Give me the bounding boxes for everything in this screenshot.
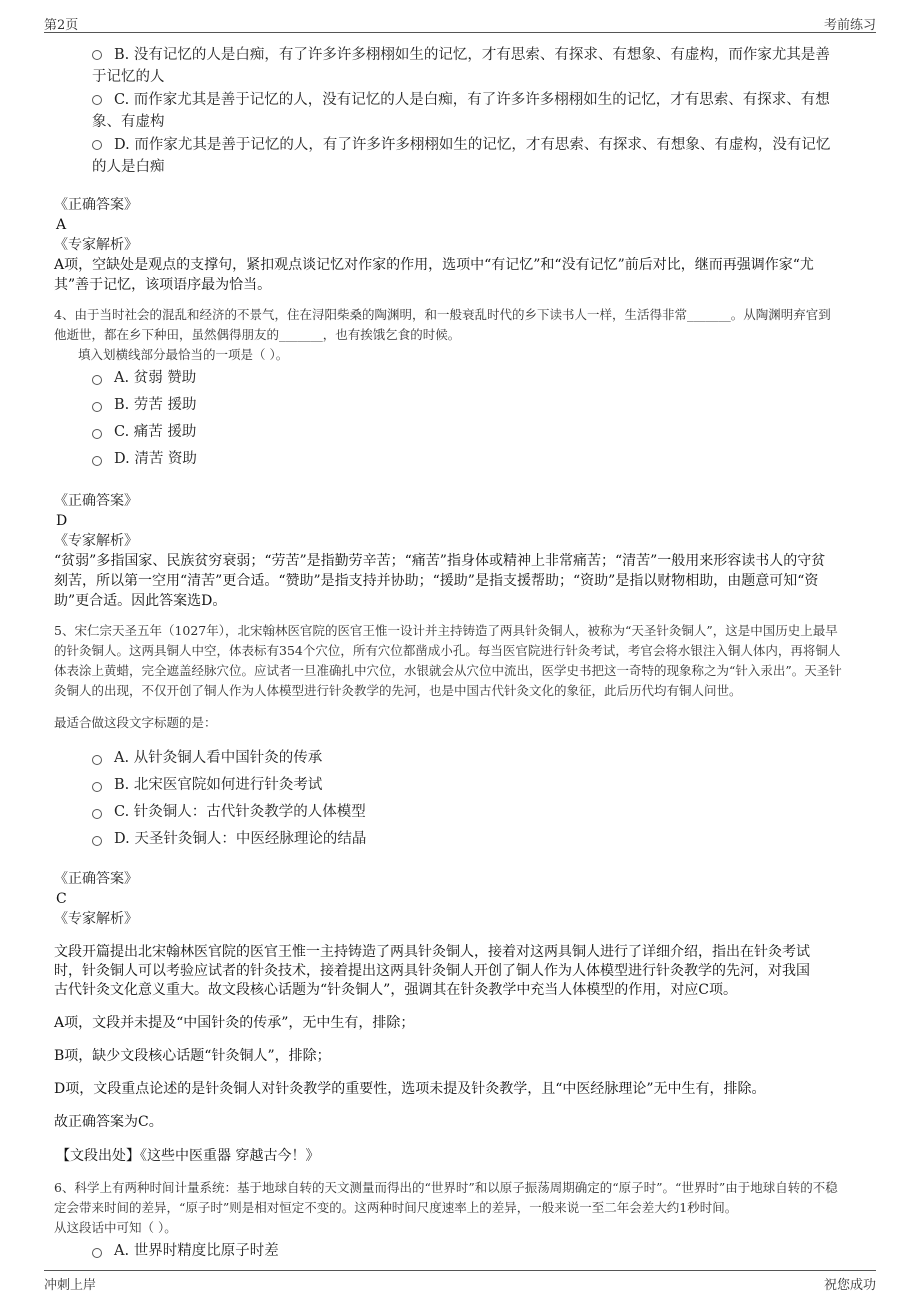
q6-prompt: 从这段话中可知（ ）。 — [54, 1220, 177, 1235]
q5-prompt: 最适合做这段文字标题的是： — [54, 715, 217, 730]
radio-icon[interactable] — [92, 95, 102, 105]
footer-right-text: 祝您成功 — [823, 1278, 876, 1293]
radio-icon[interactable] — [92, 456, 102, 466]
q3-answer: A — [56, 217, 67, 233]
q5-question-text: 5、宋仁宗天圣五年（1027年），北宋翰林医官院的医官王惟一设计并主持铸造了两具针灸铜人，被称为“天圣针灸铜人”，这是中国历史上最早 的针灸铜人。这两具铜人中空，体表标有354个穴位，所有穴位都凿成小孔。每当医官院进行针灸考试，考官会将水银注入铜人体内，再将铜人 体表涂上黄蜡，完全遮盖经脉穴位。应试者一旦准确扎中穴位，水银就会从穴位中流出，医学史书把这一奇特的现象称之为“针入汞出”。天圣针 灸铜人的出现，不仅开创了铜人作为人体模型进行针灸教学的先河，也是中国古代针灸文化的象征，此后历代均有铜人问世。 — [54, 623, 842, 698]
q5-analysis-option-b: B项，缺少文段核心话题“针灸铜人”，排除； — [54, 1048, 331, 1064]
radio-icon[interactable] — [92, 402, 102, 412]
q4-analysis-label: 《专家解析》 — [54, 533, 138, 549]
q5-analysis-label: 《专家解析》 — [54, 911, 138, 927]
radio-icon[interactable] — [92, 782, 102, 792]
q5-source: 【文段出处】《这些中医重器 穿越古今！》 — [56, 1148, 320, 1164]
q5-option-a[interactable]: A. 从针灸铜人看中国针灸的传承 — [54, 745, 862, 772]
q5-answer-label: 《正确答案》 — [54, 871, 138, 887]
q5-analysis-paragraph: 文段开篇提出北宋翰林医官院的医官王惟一主持铸造了两具针灸铜人，接着对这两具铜人进行了详细介绍，指出在针灸考试 时，针灸铜人可以考验应试者的针灸技术，接着提出这两具针灸铜人开创了铜人作为人体模型进行针灸教学的先河，对我国 古代针灸文化意义重大。故文段核心话题为“针灸铜人”，强调其在针灸教学中充当人体模型的作用，对应C项。 — [54, 944, 810, 998]
q4-option-a[interactable]: A. 贫弱 赞助 — [54, 365, 862, 392]
q3-option-c[interactable]: C. 而作家尤其是善于记忆的人，没有记忆的人是白痴，有了许多许多栩栩如生的记忆，才有思索、有探求、有想 象、有虚构 — [92, 92, 830, 130]
q4-option-b[interactable]: B. 劳苦 援助 — [54, 392, 862, 419]
q5-analysis-option-a: A项，文段并未提及“中国针灸的传承”，无中生有，排除； — [54, 1015, 415, 1031]
q4-analysis: “贫弱”多指国家、民族贫穷衰弱；“劳苦”是指勤劳辛苦；“痛苦”指身体或精神上非常痛苦；“清苦”一般用来形容读书人的守贫 刻苦，所以第一空用“清苦”更合适。“赞助”是指支持并协助；“援助”是指支援帮助；“资助”是指以财物相助，由题意可知“资 助”更合适。因此答案选D。 — [54, 553, 826, 609]
q4-prompt: 填入划横线部分最恰当的一项是（ ）。 — [78, 347, 289, 362]
q4-question-text: 4、由于当时社会的混乱和经济的不景气，住在浔阳柴桑的陶渊明，和一般衰乱时代的乡下读书人一样，生活得非常_______。从陶渊明弃官到 他逝世，都在乡下种田，虽然偶得朋友的_______，也有挨饿乞食的时候。 — [54, 307, 831, 342]
q3-analysis-label: 《专家解析》 — [54, 237, 138, 253]
page-number: 第2页 — [44, 18, 79, 33]
header-title: 考前练习 — [823, 18, 876, 33]
q5-option-b[interactable]: B. 北宋医官院如何进行针灸考试 — [54, 772, 862, 799]
q6-question-text: 6、科学上有两种时间计量系统：基于地球自转的天文测量而得出的“世界时”和以原子振荡周期确定的“原子时”。“世界时”由于地球自转的不稳 定会带来时间的差异，“原子时”则是相对恒定不变的。这两种时间尺度速率上的差异，一般来说一至二年会差大约1秒时间。 — [54, 1180, 838, 1215]
radio-icon[interactable] — [92, 755, 102, 765]
q5-conclusion: 故正确答案为C。 — [54, 1114, 163, 1130]
radio-icon[interactable] — [92, 836, 102, 846]
q5-option-d[interactable]: D. 天圣针灸铜人：中医经脉理论的结晶 — [54, 826, 862, 853]
radio-icon[interactable] — [92, 809, 102, 819]
footer-left-text: 冲刺上岸 — [44, 1278, 97, 1293]
q3-option-b[interactable]: B. 没有记忆的人是白痴，有了许多许多栩栩如生的记忆，才有思索、有探求、有想象、有虚构，而作家尤其是善 于记忆的人 — [92, 47, 830, 85]
q3-option-d[interactable]: D. 而作家尤其是善于记忆的人，有了许多许多栩栩如生的记忆，才有思索、有探求、有想象、有虚构，没有记忆 的人是白痴 — [92, 137, 831, 175]
q5-answer: C — [56, 891, 67, 907]
q4-answer: D — [56, 513, 68, 529]
radio-icon[interactable] — [92, 375, 102, 385]
q6-option-a[interactable]: A. 世界时精度比原子时差 — [54, 1238, 862, 1265]
q3-answer-label: 《正确答案》 — [54, 197, 138, 213]
q4-option-c[interactable]: C. 痛苦 援助 — [54, 419, 862, 446]
q3-analysis: A项，空缺处是观点的支撑句，紧扣观点谈记忆对作家的作用，选项中“有记忆”和“没有记忆”前后对比，继而再强调作家“尤 其”善于记忆，该项语序最为恰当。 — [54, 257, 814, 293]
q4-answer-label: 《正确答案》 — [54, 493, 138, 509]
q4-option-d[interactable]: D. 清苦 资助 — [54, 446, 862, 473]
page-footer — [44, 1270, 876, 1291]
page-header — [44, 14, 876, 33]
radio-icon[interactable] — [92, 50, 102, 60]
radio-icon[interactable] — [92, 429, 102, 439]
q5-option-c[interactable]: C. 针灸铜人：古代针灸教学的人体模型 — [54, 799, 862, 826]
q5-analysis-option-d: D项，文段重点论述的是针灸铜人对针灸教学的重要性，选项未提及针灸教学，且“中医经脉理论”无中生有，排除。 — [54, 1081, 766, 1097]
radio-icon[interactable] — [92, 140, 102, 150]
page-content — [54, 40, 862, 1265]
radio-icon[interactable] — [92, 1248, 102, 1258]
